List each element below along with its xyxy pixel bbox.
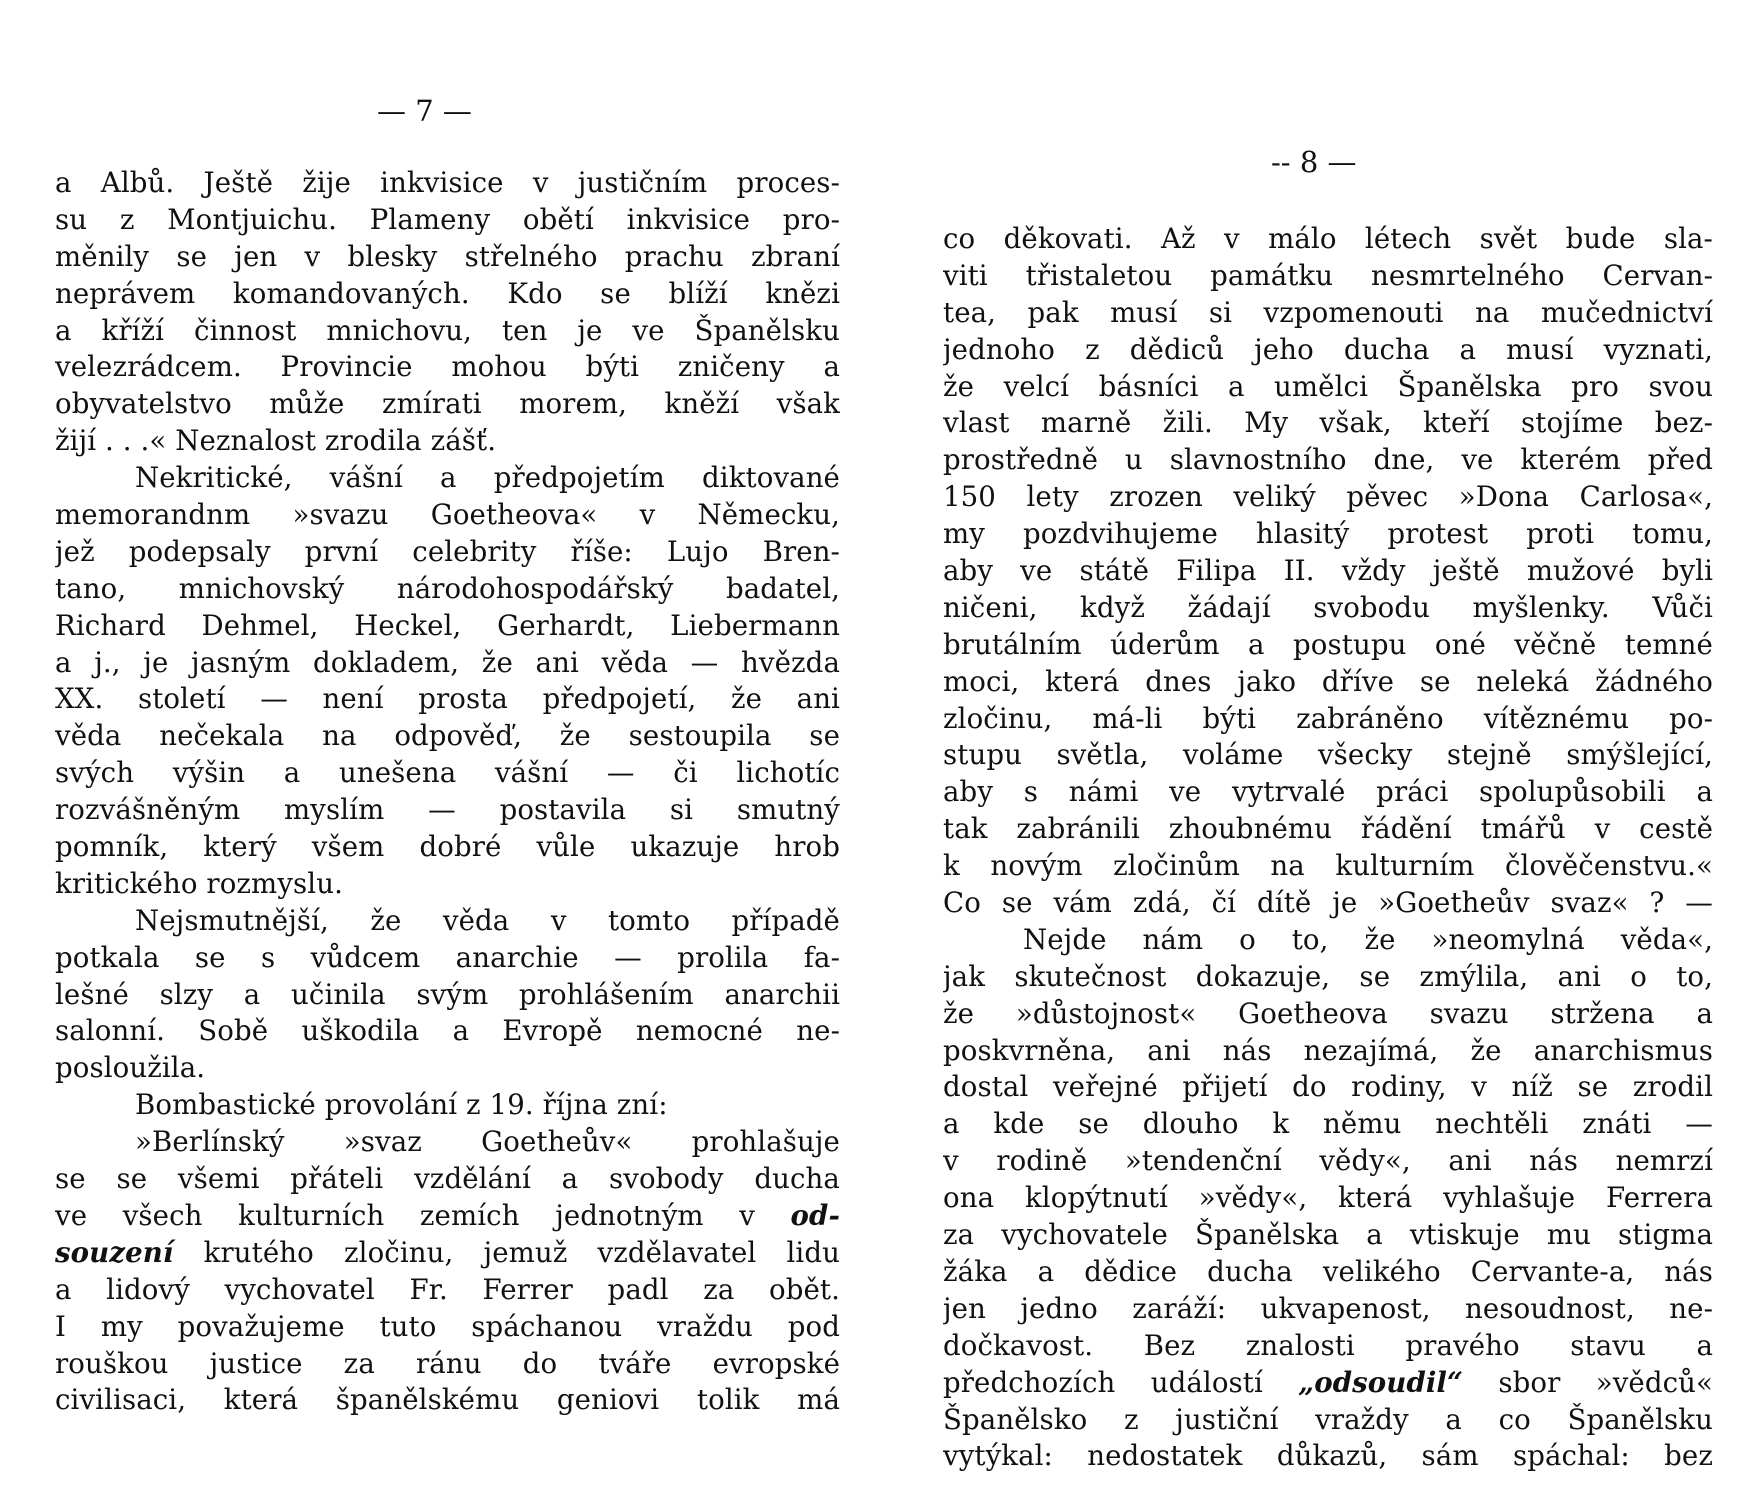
line-text: rozvášněným myslím — postavila si smutný — [55, 793, 840, 827]
text-line — [55, 718, 840, 755]
text-line — [55, 1161, 840, 1198]
text-line — [943, 1143, 1713, 1180]
text-line — [55, 571, 840, 608]
line-text: ona klopýtnutí »vědy«, která vyhlašuje Ferrera — [943, 1181, 1713, 1215]
line-text: rouškou justice za ránu do tváře evropské — [55, 1346, 840, 1380]
line-text: posloužila. — [55, 1051, 206, 1085]
text-line — [55, 1013, 840, 1050]
text-line — [943, 1402, 1713, 1439]
text-line — [943, 737, 1713, 774]
text-line — [943, 1328, 1713, 1365]
line-text: obyvatelstvo může zmírati morem, kněží však — [55, 387, 840, 421]
text-line — [943, 1217, 1713, 1254]
text-line — [943, 959, 1713, 996]
line-text: dočkavost. Bez znalosti pravého stavu a — [943, 1328, 1713, 1362]
text-line — [943, 295, 1713, 332]
text-line — [943, 811, 1713, 848]
line-text: a lidový vychovatel Fr. Ferrer padl za obět. — [55, 1272, 840, 1306]
line-text: brutálním úderům a postupu oné věčně temné — [943, 627, 1713, 661]
line-text: k novým zločinům na kulturním člověčenstvu.« — [943, 849, 1713, 883]
text-line — [55, 497, 840, 534]
line-text: co děkovati. Až v málo létech svět bude sla- — [943, 222, 1713, 255]
text-line — [55, 792, 840, 829]
line-text: salonní. Sobě uškodila a Evropě nemocné ne- — [55, 1014, 840, 1048]
page-number: — 7 — — [377, 94, 472, 128]
text-line — [943, 701, 1713, 738]
line-text: »Berlínský »svaz Goetheův« prohlašuje — [135, 1125, 840, 1159]
text-line — [55, 829, 840, 866]
text-line — [55, 645, 840, 682]
text-line — [55, 1050, 840, 1087]
line-text: žijí . . .« Neznalost zrodila zášť. — [55, 424, 497, 458]
line-text: svých výšin a unešena vášní — či lichotíc — [55, 756, 840, 790]
line-text: sbor »vědců« — [1462, 1365, 1713, 1399]
line-text: a kříží činnost mnichovu, ten je ve Španělsku — [55, 313, 840, 347]
line-text: moci, která dnes jako dříve se neleká žádného — [943, 664, 1713, 698]
text-line — [55, 1087, 840, 1124]
line-text: potkala se s vůdcem anarchie — prolila fa- — [55, 940, 840, 974]
page-text — [55, 165, 840, 1419]
text-line — [55, 349, 840, 386]
text-line — [943, 590, 1713, 627]
text-line — [55, 386, 840, 423]
text-line — [55, 276, 840, 313]
italic-word: „odsoudil“ — [1298, 1365, 1463, 1399]
text-line — [943, 1291, 1713, 1328]
text-line — [943, 996, 1713, 1033]
text-line — [943, 516, 1713, 553]
text-line — [943, 479, 1713, 516]
text-line — [943, 221, 1713, 258]
line-text: I my považujeme tuto spáchanou vraždu pod — [55, 1309, 840, 1343]
line-text: zločinu, má-li býti zabráněno vítěznému po- — [943, 701, 1713, 735]
line-text: jednoho z dědiců jeho ducha a musí vyznati, — [943, 332, 1713, 366]
line-text: aby ve státě Filipa II. vždy ještě mužové byli — [943, 554, 1713, 588]
text-line — [943, 553, 1713, 590]
line-text: jež podepsaly první celebrity říše: Lujo Bren- — [55, 534, 840, 568]
line-text: a j., je jasným dokladem, že ani věda — hvězda — [55, 645, 840, 679]
line-text: Nejde nám o to, že »neomylná věda«, — [1023, 922, 1713, 956]
text-line — [55, 681, 840, 718]
line-text: 150 lety zrozen veliký pěvec »Dona Carlosa«, — [943, 480, 1713, 514]
text-line — [55, 977, 840, 1014]
line-text: tea, pak musí si vzpomenouti na mučednictví — [943, 295, 1713, 329]
text-line — [943, 922, 1713, 959]
text-line — [943, 369, 1713, 406]
line-text: že »důstojnost« Goetheova svazu stržena a — [943, 996, 1713, 1030]
text-line — [943, 405, 1713, 442]
line-text: civilisaci, která španělskému geniovi tolik má — [55, 1383, 840, 1417]
line-text: my pozdvihujeme hlasitý protest proti tomu, — [943, 517, 1713, 551]
text-line — [55, 1382, 840, 1419]
line-text: že velcí básníci a umělci Španělska pro svou — [943, 369, 1713, 403]
text-line — [943, 258, 1713, 295]
line-text: jak skutečnost dokazuje, se zmýlila, ani o to, — [943, 959, 1713, 993]
text-line — [55, 903, 840, 940]
text-line — [55, 1309, 840, 1346]
line-text: Co se vám zdá, čí dítě je »Goetheův svaz« ? — — [943, 886, 1713, 920]
line-text: Nejsmutnější, že věda v tomto případě — [135, 903, 840, 937]
line-text: XX. století — není prosta předpojetí, že ani — [55, 682, 840, 716]
line-text: a kde se dlouho k němu nechtěli znáti — — [943, 1107, 1713, 1141]
line-text: krutého zločinu, jemuž vzdělavatel lidu — [173, 1235, 840, 1269]
text-line — [55, 423, 840, 460]
line-text: pomník, který všem dobré vůle ukazuje hrob — [55, 830, 840, 864]
line-text: a Albů. Ještě žije inkvisice v justičním proces- — [55, 166, 840, 199]
italic-word: souzení — [55, 1235, 174, 1269]
text-line — [55, 165, 840, 202]
page-text — [943, 221, 1713, 1475]
text-line — [55, 239, 840, 276]
line-text: kritického rozmyslu. — [55, 866, 343, 900]
line-text: Španělsko z justiční vraždy a co Španělsku — [943, 1402, 1713, 1436]
line-text: tak zabránili zhoubnému řádění tmářů v cestě — [943, 812, 1713, 846]
text-line — [55, 1198, 840, 1235]
line-text: ve všech kulturních zemích jednotným v — [55, 1198, 791, 1232]
text-line — [943, 1365, 1713, 1402]
text-line — [55, 608, 840, 645]
line-text: memorandnm »svazu Goetheova« v Německu, — [55, 498, 840, 532]
line-text: jen jedno zaráží: ukvapenost, nesoudnost, ne- — [943, 1291, 1713, 1325]
line-text: lešné slzy a učinila svým prohlášením anarchii — [55, 977, 840, 1011]
line-text: Bombastické provolání z 19. října zní: — [135, 1088, 668, 1122]
line-text: neprávem komandovaných. Kdo se blíží knězi — [55, 276, 840, 310]
line-text: prostředně u slavnostního dne, ve kterém před — [943, 443, 1713, 477]
text-line — [943, 774, 1713, 811]
text-line — [943, 442, 1713, 479]
line-text: vlast marně žili. My však, kteří stojíme bez- — [943, 406, 1713, 440]
line-text: v rodině »tendenční vědy«, ani nás nemrzí — [943, 1144, 1713, 1178]
line-text: velezrádcem. Provincie mohou býti zničeny a — [55, 350, 840, 384]
text-line — [55, 1272, 840, 1309]
text-line — [943, 1180, 1713, 1217]
line-text: Richard Dehmel, Heckel, Gerhardt, Liebermann — [55, 608, 840, 642]
text-line — [55, 1346, 840, 1383]
text-line — [943, 332, 1713, 369]
text-line — [943, 1438, 1713, 1475]
text-line — [943, 664, 1713, 701]
line-text: žáka a dědice ducha velikého Cervante-a, nás — [943, 1254, 1713, 1288]
text-line — [55, 460, 840, 497]
italic-word: od- — [790, 1198, 840, 1232]
text-line — [943, 885, 1713, 922]
text-line — [55, 202, 840, 239]
line-text: vytýkal: nedostatek důkazů, sám spáchal: bez — [943, 1439, 1713, 1473]
text-line — [55, 940, 840, 977]
text-line — [943, 1069, 1713, 1106]
line-text: dostal veřejné přijetí do rodiny, v níž se zrodil — [943, 1070, 1713, 1104]
text-line — [55, 534, 840, 571]
line-text: se se všemi přáteli vzdělání a svobody ducha — [55, 1162, 840, 1196]
page-number: -- 8 — — [1271, 145, 1357, 179]
text-line — [943, 1106, 1713, 1143]
text-line — [55, 313, 840, 350]
text-line — [943, 627, 1713, 664]
line-text: poskvrněna, ani nás nezajímá, že anarchismus — [943, 1033, 1713, 1067]
line-text: su z Montjuichu. Plameny obětí inkvisice pro- — [55, 202, 840, 236]
text-line — [943, 1033, 1713, 1070]
text-line — [943, 848, 1713, 885]
text-line — [55, 755, 840, 792]
line-text: věda nečekala na odpověď, že sestoupila se — [55, 719, 840, 753]
line-text: viti třistaletou památku nesmrtelného Cervan- — [943, 258, 1713, 292]
text-line — [55, 866, 840, 903]
text-line — [55, 1124, 840, 1161]
line-text: za vychovatele Španělska a vtiskuje mu stigma — [943, 1218, 1713, 1252]
text-line — [55, 1235, 840, 1272]
line-text: tano, mnichovský národohospodářský badatel, — [55, 571, 840, 605]
line-text: předchozích událostí — [943, 1365, 1299, 1399]
line-text: ničeni, když žádají svobodu myšlenky. Vůči — [943, 590, 1713, 624]
line-text: stupu světla, voláme všecky stejně smýšlející, — [943, 738, 1713, 772]
line-text: Nekritické, vášní a předpojetím diktované — [135, 461, 840, 495]
text-line — [943, 1254, 1713, 1291]
line-text: měnily se jen v blesky střelného prachu zbraní — [55, 239, 840, 273]
line-text: aby s námi ve vytrvalé práci spolupůsobili a — [943, 775, 1713, 809]
